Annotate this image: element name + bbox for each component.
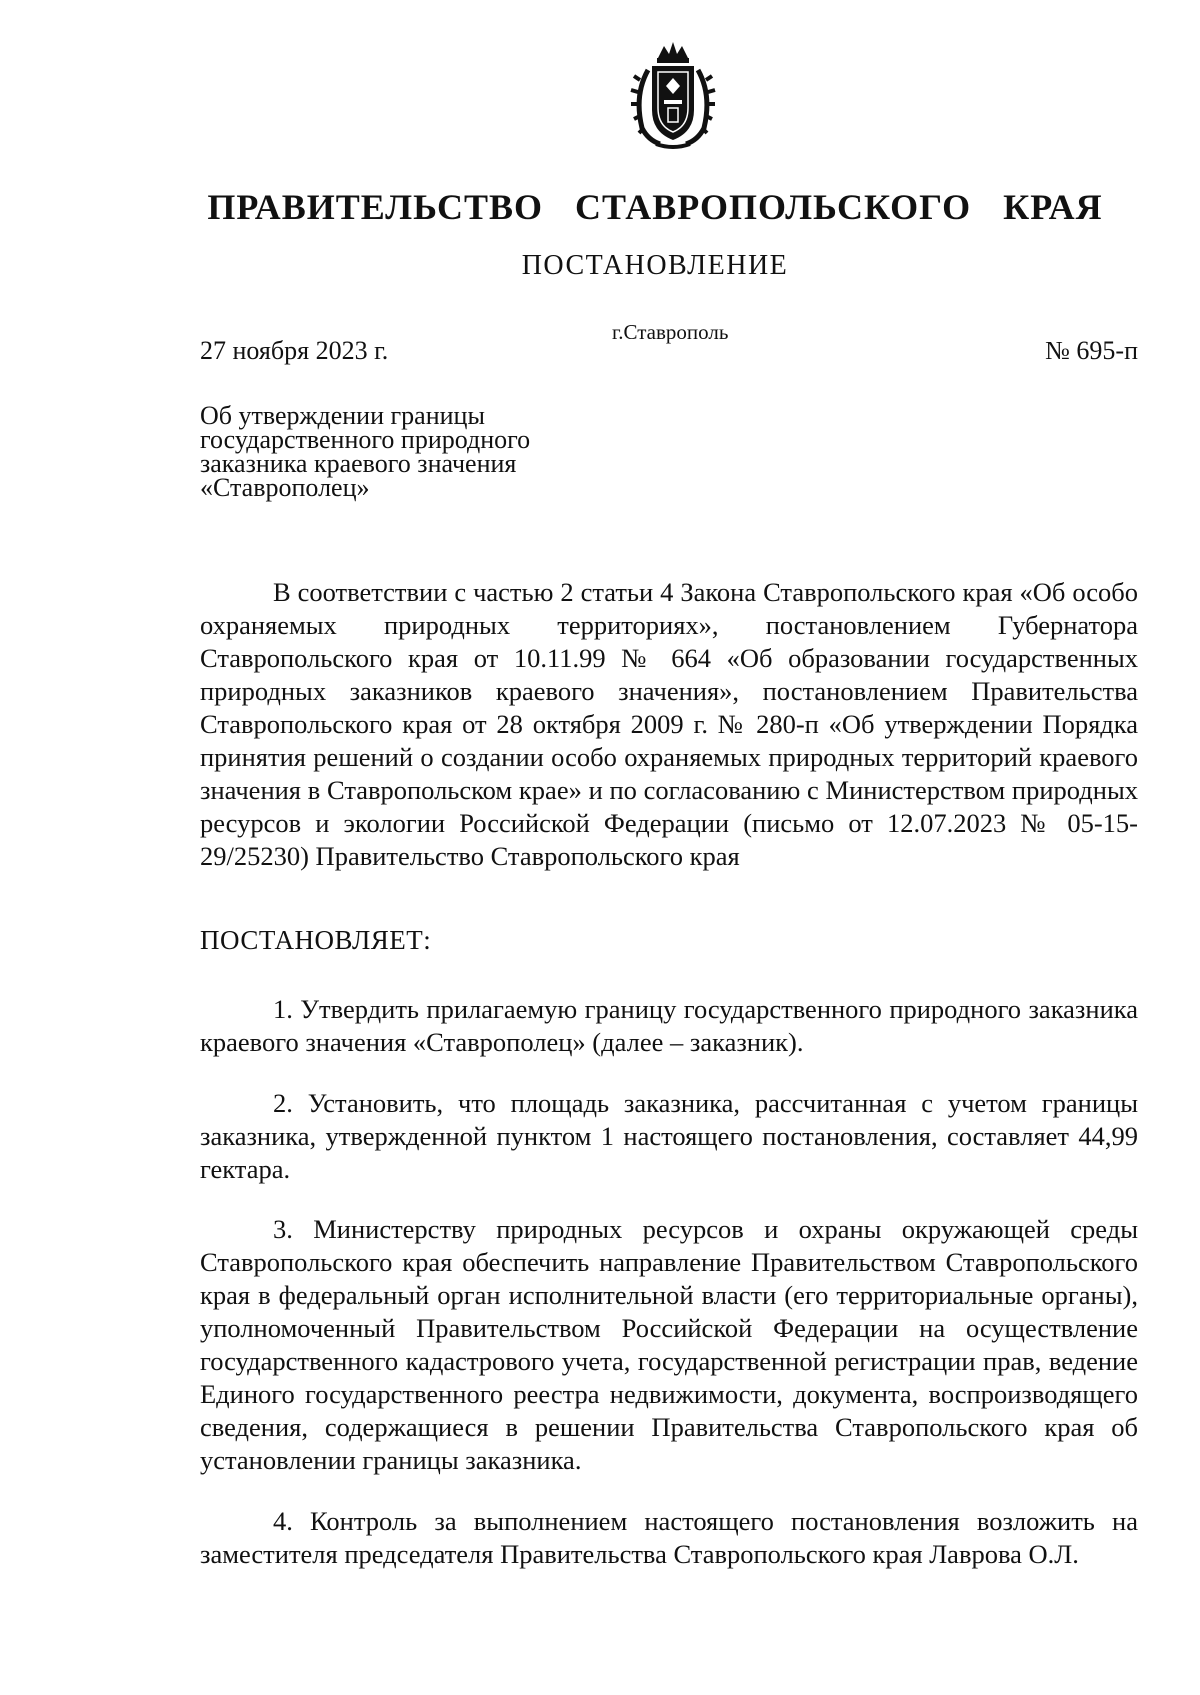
resolves-heading: ПОСТАНОВЛЯЕТ:	[200, 925, 432, 955]
document-subject	[200, 401, 600, 502]
document-type: ПОСТАНОВЛЕНИЕ	[521, 250, 789, 281]
resolution-item-1: 1. Утвердить прилагаемую границу государственного природного заказника краевого значения «Ставрополец» (далее – заказник).	[200, 994, 1138, 1057]
resolution-item-2: 2. Установить, что площадь заказника, рассчитанная с учетом границы заказника, утвержденной пунктом 1 настоящего постановления, составляет 44,99 гектара.	[200, 1088, 1138, 1184]
subject-line: «Ставрополец»	[200, 473, 370, 502]
resolution-item-3: 3. Министерству природных ресурсов и охраны окружающей среды Ставропольского края обеспечить направление Правительством Ставропольского края в федеральный орган исполнительной власти (его территориальные органы), уполномоченный Правительством Российской Федерации на осуществление государственного кадастрового учета, государственной регистрации прав, ведение Единого государственного реестра недвижимости, документа, воспроизводящего сведения, содержащиеся в решении Правительства Ставропольского края об установлении границы заказника.	[200, 1214, 1138, 1475]
document-number: № 695-п	[1045, 336, 1138, 365]
preamble-paragraph: В соответствии с частью 2 статьи 4 Закона Ставропольского края «Об особо охраняемых природных территориях», постановлением Губернатора Ставропольского края от 10.11.99 № 664 «Об образовании государственных природных заказников краевого значения», постановлением Правительства Ставропольского края от 28 октября 2009 г. № 280-п «Об утверждении Порядка принятия решений о создании особо охраняемых природных территорий краевого значения в Ставропольском крае» и по согласованию с Министерством природных ресурсов и экологии Российской Федерации (письмо от 12.07.2023 № 05-15-29/25230) Правительство Ставропольского края	[200, 577, 1138, 871]
subject-line: заказника краевого значения	[200, 449, 517, 478]
subject-line: государственного природного	[200, 425, 531, 454]
document-city: г.Ставрополь	[612, 320, 729, 344]
coat-of-arms-icon	[628, 40, 718, 150]
organization-title: ПРАВИТЕЛЬСТВО СТАВРОПОЛЬСКОГО КРАЯ	[207, 187, 1103, 227]
document-date: 27 ноября 2023 г.	[200, 336, 389, 365]
resolution-item-4: 4. Контроль за выполнением настоящего постановления возложить на заместителя председателя Правительства Ставропольского края Лаврова О.Л.	[200, 1506, 1138, 1569]
subject-line: Об утверждении границы	[200, 401, 485, 430]
